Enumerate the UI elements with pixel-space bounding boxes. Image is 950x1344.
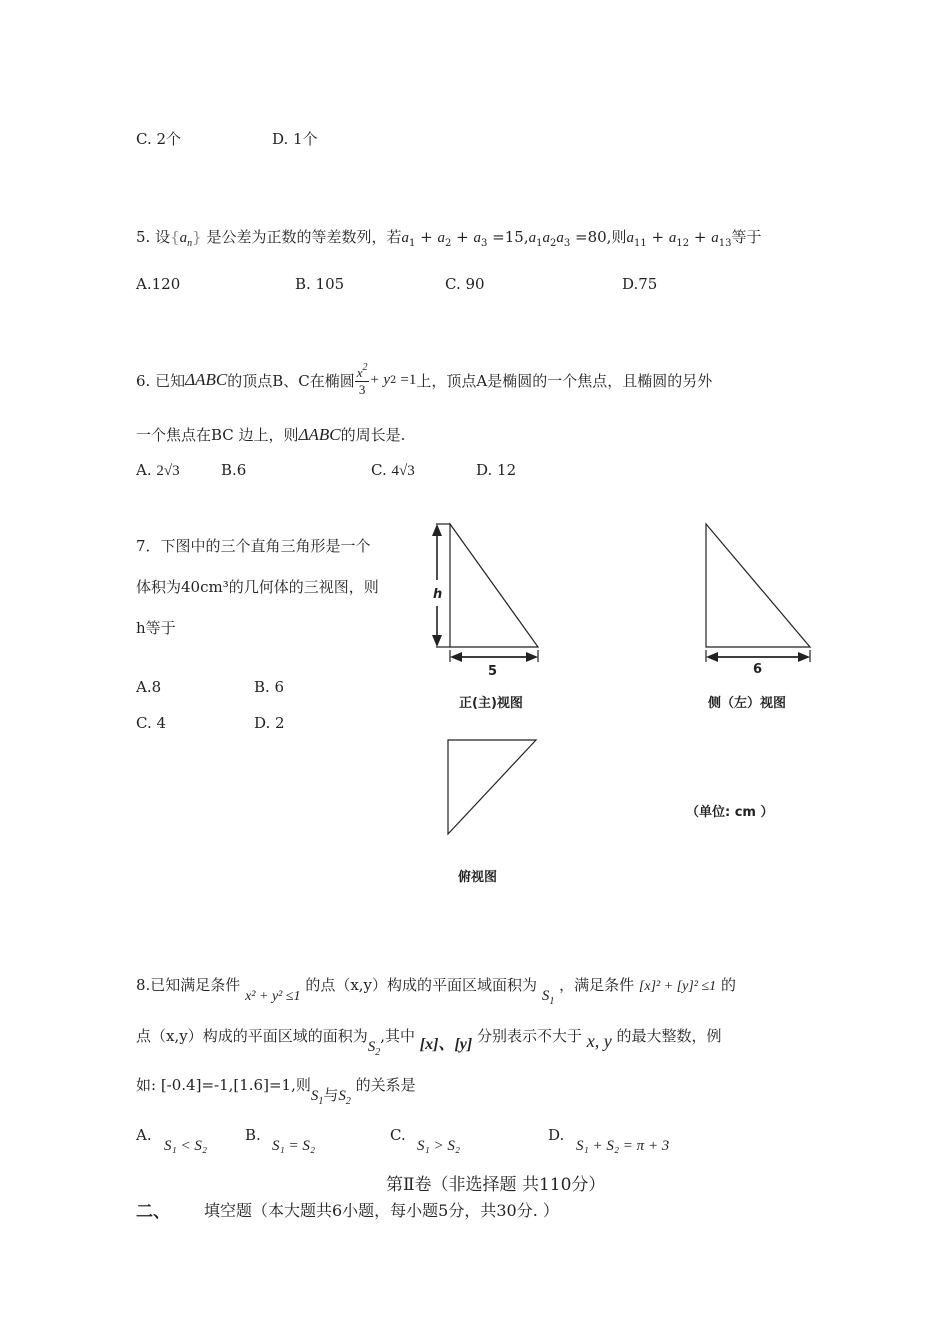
q7-option-b: B. 6 <box>254 678 285 696</box>
h-arrow-up <box>432 524 442 536</box>
q8-line1b: 的点（x,y）构成的平面区域面积为 <box>305 976 538 994</box>
front-width-label: 5 <box>488 664 498 679</box>
q5-sub3: 3 <box>481 238 488 249</box>
q5-p-sub1: 1 <box>536 238 543 249</box>
q5-p-a2: a <box>542 230 550 246</box>
q8-brackets: [x]、[y] <box>419 1036 473 1053</box>
q8-line3 <box>136 1074 416 1107</box>
q5-a1: a <box>401 230 409 246</box>
q5-n: n <box>187 238 193 249</box>
q8-line1 <box>136 974 736 1007</box>
q6-option-a-label: A. <box>136 461 152 479</box>
q8-line3b: 的关系是 <box>355 1076 416 1094</box>
q5-a2: a <box>437 230 445 246</box>
q6-triangle: ΔABC <box>185 370 228 389</box>
q5-sub2: 2 <box>445 238 452 249</box>
q5-sub12: 12 <box>676 238 690 249</box>
side-view-triangle <box>706 524 810 647</box>
q6-text1: 的顶点B、C在椭圆 <box>227 371 355 390</box>
q4-option-c: C. 2个 <box>136 130 182 148</box>
section-title: 填空题（本大题共6小题，每小题5分，共30分. ） <box>204 1201 559 1220</box>
q8-s1-a-letter: S <box>541 988 550 1004</box>
h-arrow-down <box>432 635 442 647</box>
q8-line1a: 8.已知满足条件 <box>136 976 241 994</box>
q8-s1-a: $S_1$ <box>541 988 555 1007</box>
q5-tail: 等于 <box>731 228 762 246</box>
q8-line2 <box>136 1023 722 1058</box>
q8-s1-b-letter: S <box>310 1088 319 1104</box>
side-arrow-right <box>798 652 810 662</box>
q8-line2b: ,其中 <box>380 1027 415 1045</box>
q7-line2: 体积为40cm³的几何体的三视图，则 <box>136 578 379 596</box>
q5-p-a3: a <box>556 230 564 246</box>
q6-option-d: D. 12 <box>476 461 517 479</box>
unit-label: （单位: cm ） <box>686 805 774 820</box>
q6-option-a-value: 2√3 <box>156 463 180 479</box>
front-arrow-left <box>450 652 462 662</box>
q8-line1c: ，满足条件 <box>559 976 635 994</box>
q6-option-b: B.6 <box>221 461 247 479</box>
q8-option-b-value: S₁ = S₂ <box>272 1138 316 1154</box>
q6-ellipse-sup: 2 <box>390 374 397 386</box>
q5-an: a <box>179 230 188 246</box>
q8-xy: x, y <box>586 1031 612 1051</box>
q5-a3: a <box>473 230 482 246</box>
front-view-triangle <box>450 524 538 647</box>
q8-option-b-label: B. <box>245 1126 261 1144</box>
side-view-title: 侧（左）视图 <box>708 696 787 711</box>
q5-plus2: + <box>456 228 469 246</box>
q6-number: 6. 已知 <box>136 371 186 390</box>
q8-option-d-value: S₁ + S₂ = π + 3 <box>576 1138 670 1154</box>
q7-line3: h等于 <box>136 619 176 637</box>
q8-line3a: 如: [-0.4]=-1,[1.6]=1,则 <box>136 1076 311 1094</box>
q6-triangle-2: ΔABC <box>298 425 341 444</box>
q8-line2c: 分别表示不大于 <box>476 1027 582 1045</box>
q8-option-c-label: C. <box>390 1126 406 1144</box>
q5-option-a: A.120 <box>136 275 181 293</box>
q5-set-left: { <box>170 228 180 246</box>
q8-s1-b: $S_1$ <box>310 1088 324 1107</box>
q8-line1d: 的 <box>720 976 736 994</box>
q8-option-a-value: S₁ < S₂ <box>164 1138 208 1154</box>
q8-option-c-value: S₁ > S₂ <box>417 1138 461 1154</box>
q6-frac-den: 3 <box>358 382 366 397</box>
q8-s2-a-letter: S <box>367 1039 376 1055</box>
q6-ellipse-eq: =1 <box>400 371 417 388</box>
q5-sub1: 1 <box>408 238 416 249</box>
part2-title: 第Ⅱ卷（非选择题 共110分） <box>386 1175 606 1195</box>
q6-frac-num: x <box>356 365 363 380</box>
side-width-label: 6 <box>753 662 763 677</box>
q8-line2d: 的最大整数，例 <box>616 1027 722 1045</box>
q5-p-a1: a <box>528 230 537 246</box>
q7-option-c: C. 4 <box>136 714 167 732</box>
q8-s2-b: $S_2$ <box>338 1088 351 1107</box>
q5-sub11: 11 <box>633 238 647 249</box>
q6-option-c-label: C. <box>371 461 387 479</box>
q8-option-d-label: D. <box>548 1126 565 1144</box>
q5-plus3: + <box>651 228 665 246</box>
q5-p-sub2: 2 <box>549 238 557 249</box>
q6-option-c-value: 4√3 <box>391 463 415 479</box>
q6-text2: 上，顶点A是椭圆的一个焦点，且椭圆的另外 <box>416 371 713 390</box>
q5-text1: 是公差为正数的等差数列，若 <box>206 228 402 246</box>
front-arrow-right <box>526 652 538 662</box>
q8-option-a-label: A. <box>136 1126 152 1144</box>
q5-option-b: B. 105 <box>295 275 345 293</box>
q6-line2b: 的周长是. <box>340 426 406 444</box>
q5-number: 5. 设 <box>136 228 171 246</box>
q8-cond1: x² + y² ≤1 <box>245 989 301 1004</box>
q6-line2a: 一个焦点在BC 边上，则 <box>136 426 299 444</box>
q5-plus4: + <box>693 228 707 246</box>
q5-option-d: D.75 <box>622 275 658 293</box>
h-label: h <box>433 587 443 602</box>
q8-line2a: 点（x,y）构成的平面区域的面积为 <box>136 1027 368 1045</box>
q5-a12: a <box>668 230 677 246</box>
q5-eq15: =15, <box>492 228 529 246</box>
q7-line1: 7．下图中的三个直角三角形是一个 <box>136 537 371 555</box>
q6-frac-sup: 2 <box>362 362 368 373</box>
q5-p-sub3: 3 <box>563 238 571 249</box>
q6-ellipse-rest: + y <box>369 371 391 388</box>
q8-rel: 与 <box>323 1086 339 1104</box>
q5-ask: 则 <box>611 228 627 246</box>
q7-option-a: A.8 <box>136 678 162 696</box>
q5-set-right: } <box>192 228 202 246</box>
front-view-title: 正(主)视图 <box>459 696 523 711</box>
top-view-triangle <box>448 740 536 834</box>
q5-a13: a <box>711 230 719 246</box>
top-view-title: 俯视图 <box>458 870 498 885</box>
q5-sub13: 13 <box>718 238 732 249</box>
section-number: 二、 <box>136 1202 170 1222</box>
q4-option-d: D. 1个 <box>272 130 318 148</box>
q5-eq80: =80, <box>575 228 612 246</box>
q5-a11: a <box>626 230 634 246</box>
q8-cond2: [x]² + [y]² ≤1 <box>638 979 717 994</box>
q5-plus1: + <box>420 228 433 246</box>
q5-option-c: C. 90 <box>445 275 485 293</box>
q7-option-d: D. 2 <box>254 714 285 732</box>
q8-s2-a: $S_2$ <box>367 1039 381 1058</box>
side-arrow-left <box>706 652 718 662</box>
q8-s2-b-letter: S <box>338 1088 346 1104</box>
